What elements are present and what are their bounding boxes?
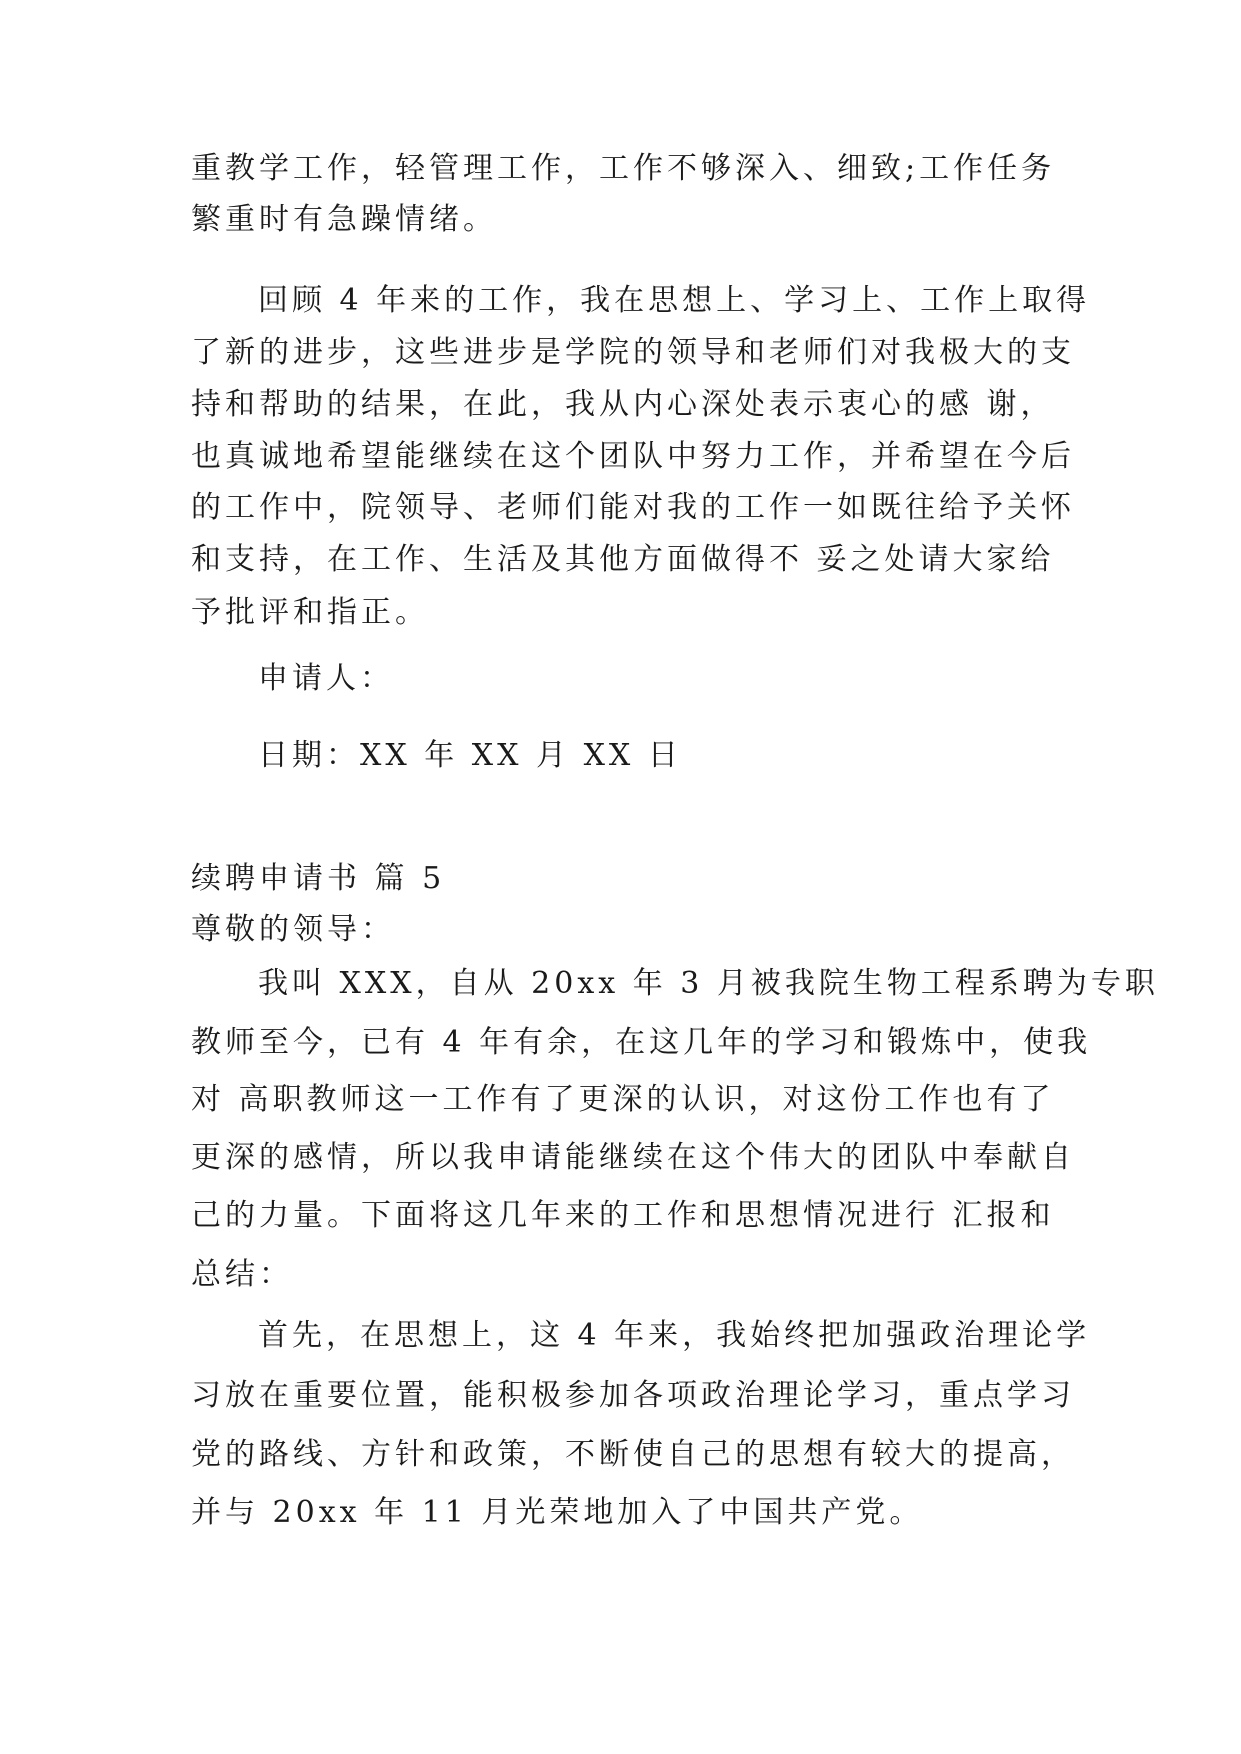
salutation: 尊敬的领导： [191,912,395,947]
text-line: 也真诚地希望能继续在这个团队中努力工作，并希望在今后 [191,439,1075,474]
text-line: 的工作中，院领导、老师们能对我的工作一如既往给予关怀 [191,490,1075,525]
text-line: 持和帮助的结果，在此，我从内心深处表示衷心的感 谢， [191,387,1055,422]
text-line: 繁重时有急躁情绪。 [191,202,497,237]
text-line: 和支持，在工作、生活及其他方面做得不 妥之处请大家给 [191,542,1055,577]
paragraph-start-line: 我叫 XXX，自从 20xx 年 3 月被我院生物工程系聘为专职 [258,966,1159,1001]
text-line: 对 高职教师这一工作有了更深的认识，对这份工作也有了 [191,1082,1055,1117]
date-line: 日期：XX 年 XX 月 XX 日 [258,738,682,773]
applicant-label: 申请人： [258,661,394,696]
text-line: 习放在重要位置，能积极参加各项政治理论学习，重点学习 [191,1378,1075,1413]
text-line: 更深的感情，所以我申请能继续在这个伟大的团队中奉献自 [191,1140,1075,1175]
paragraph-start-line: 首先，在思想上，这 4 年来，我始终把加强政治理论学 [258,1318,1091,1353]
text-line: 总结： [191,1257,293,1292]
text-line: 重教学工作，轻管理工作，工作不够深入、细致;工作任务 [191,151,1056,186]
section-heading: 续聘申请书 篇 5 [191,861,446,896]
text-line: 己的力量。下面将这几年来的工作和思想情况进行 汇报和 [191,1198,1055,1233]
paragraph-start-line: 回顾 4 年来的工作，我在思想上、学习上、工作上取得 [258,283,1091,318]
text-line: 予批评和指正。 [191,595,429,630]
text-line: 并与 20xx 年 11 月光荣地加入了中国共产党。 [191,1495,924,1530]
text-line: 党的路线、方针和政策，不断使自己的思想有较大的提高， [191,1437,1075,1472]
text-line: 了新的进步，这些进步是学院的领导和老师们对我极大的支 [191,335,1075,370]
text-line: 教师至今，已有 4 年有余，在这几年的学习和锻炼中，使我 [191,1025,1092,1060]
